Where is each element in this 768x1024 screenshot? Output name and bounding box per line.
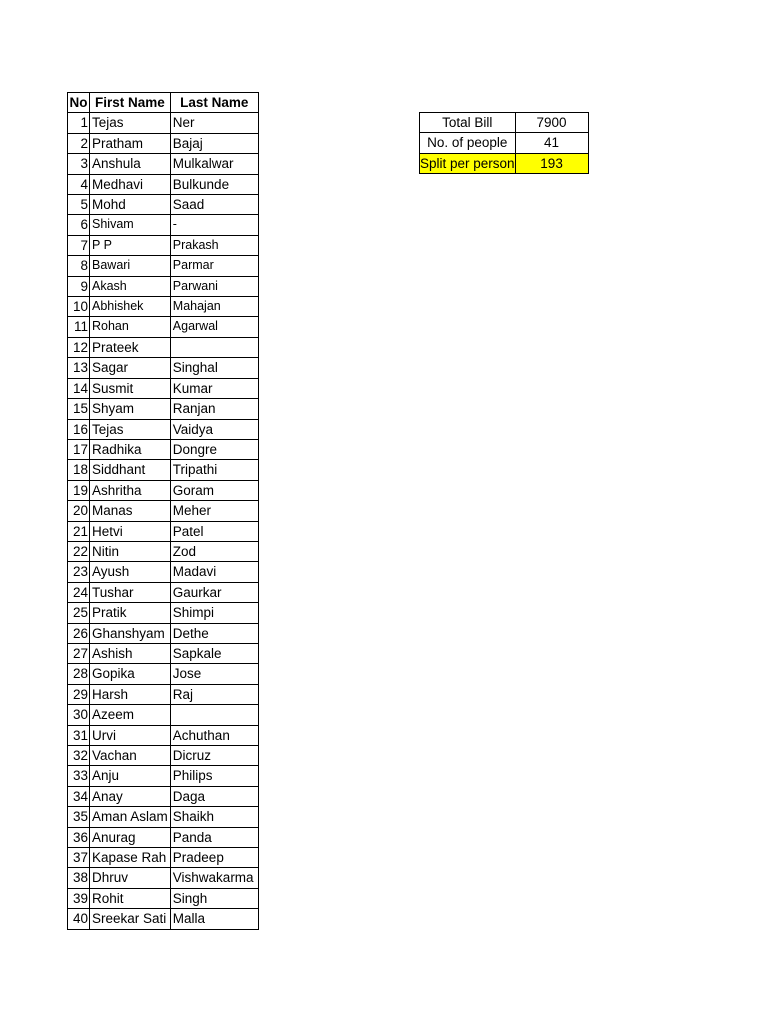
row-number-cell[interactable]: 29: [68, 684, 90, 704]
table-row: [68, 746, 259, 766]
row-number-cell[interactable]: 24: [68, 582, 90, 602]
last-name-cell[interactable]: Prakash: [170, 235, 258, 255]
table-row: [68, 337, 259, 357]
last-name-cell[interactable]: Singhal: [170, 358, 258, 378]
first-name-cell[interactable]: Pratik: [90, 603, 171, 623]
last-name-cell[interactable]: Zod: [170, 541, 258, 561]
table-row: [68, 807, 259, 827]
first-name-cell[interactable]: P P: [90, 235, 171, 255]
last-name-cell[interactable]: Kumar: [170, 378, 258, 398]
row-number-cell[interactable]: 31: [68, 725, 90, 745]
first-name-cell[interactable]: Mohd: [90, 195, 171, 215]
row-number-cell[interactable]: 40: [68, 909, 90, 929]
table-row: [68, 460, 259, 480]
split-per-person-label[interactable]: Split per person: [420, 153, 516, 173]
row-number-cell[interactable]: 7: [68, 235, 90, 255]
total-bill-label[interactable]: Total Bill: [420, 113, 516, 133]
last-name-cell[interactable]: Philips: [170, 766, 258, 786]
row-number-cell[interactable]: 36: [68, 827, 90, 847]
last-name-cell[interactable]: Raj: [170, 684, 258, 704]
last-name-cell[interactable]: Mulkalwar: [170, 154, 258, 174]
table-row: [68, 705, 259, 725]
names-table: [67, 92, 259, 930]
first-name-cell[interactable]: Shivam: [90, 215, 171, 235]
row-number-cell[interactable]: 20: [68, 501, 90, 521]
table-row: [68, 868, 259, 888]
header-no[interactable]: No: [68, 93, 90, 113]
first-name-cell[interactable]: Kapase Rah: [90, 848, 171, 868]
last-name-cell[interactable]: Singh: [170, 888, 258, 908]
first-name-cell[interactable]: Siddhant: [90, 460, 171, 480]
last-name-cell[interactable]: Malla: [170, 909, 258, 929]
table-row: [68, 133, 259, 153]
row-number-cell[interactable]: 5: [68, 195, 90, 215]
row-number-cell[interactable]: 30: [68, 705, 90, 725]
row-number-cell[interactable]: 2: [68, 133, 90, 153]
first-name-cell[interactable]: Ghanshyam: [90, 623, 171, 643]
last-name-cell[interactable]: Bajaj: [170, 133, 258, 153]
last-name-cell[interactable]: Madavi: [170, 562, 258, 582]
first-name-cell[interactable]: Sreekar Sati: [90, 909, 171, 929]
last-name-cell[interactable]: Patel: [170, 521, 258, 541]
last-name-cell[interactable]: Ner: [170, 113, 258, 133]
last-name-cell[interactable]: Saad: [170, 195, 258, 215]
first-name-cell[interactable]: Prateek: [90, 337, 171, 357]
last-name-cell[interactable]: Panda: [170, 827, 258, 847]
table-row: [68, 399, 259, 419]
last-name-cell[interactable]: Parwani: [170, 276, 258, 296]
last-name-cell[interactable]: -: [170, 215, 258, 235]
first-name-cell[interactable]: Tejas: [90, 113, 171, 133]
last-name-cell[interactable]: Agarwal: [170, 317, 258, 337]
row-number-cell[interactable]: 18: [68, 460, 90, 480]
last-name-cell[interactable]: Mahajan: [170, 297, 258, 317]
table-row: [68, 358, 259, 378]
table-row: [68, 603, 259, 623]
first-name-cell[interactable]: Gopika: [90, 664, 171, 684]
last-name-cell[interactable]: Vishwakarma: [170, 868, 258, 888]
row-number-cell[interactable]: 39: [68, 888, 90, 908]
first-name-cell[interactable]: Hetvi: [90, 521, 171, 541]
table-row: [68, 521, 259, 541]
table-row: [68, 378, 259, 398]
table-row: [68, 154, 259, 174]
last-name-cell[interactable]: [170, 337, 258, 357]
row-number-cell[interactable]: 4: [68, 174, 90, 194]
row-number-cell[interactable]: 10: [68, 297, 90, 317]
row-number-cell[interactable]: 3: [68, 154, 90, 174]
first-name-cell[interactable]: Tushar: [90, 582, 171, 602]
table-row: [68, 439, 259, 459]
names-table-body: [68, 113, 259, 929]
last-name-cell[interactable]: Bulkunde: [170, 174, 258, 194]
header-last-name[interactable]: Last Name: [170, 93, 258, 113]
table-row: [68, 582, 259, 602]
row-number-cell[interactable]: 9: [68, 276, 90, 296]
first-name-cell[interactable]: Radhika: [90, 439, 171, 459]
last-name-cell[interactable]: Dongre: [170, 439, 258, 459]
last-name-cell[interactable]: Shaikh: [170, 807, 258, 827]
row-number-cell[interactable]: 37: [68, 848, 90, 868]
row-number-cell[interactable]: 6: [68, 215, 90, 235]
first-name-cell[interactable]: Nitin: [90, 541, 171, 561]
last-name-cell[interactable]: Shimpi: [170, 603, 258, 623]
table-row: [68, 623, 259, 643]
last-name-cell[interactable]: Daga: [170, 786, 258, 806]
table-row: [68, 195, 259, 215]
first-name-cell[interactable]: Aman Aslam: [90, 807, 171, 827]
first-name-cell[interactable]: Rohan: [90, 317, 171, 337]
table-row: [68, 215, 259, 235]
table-row: [68, 174, 259, 194]
table-row: [68, 909, 259, 929]
last-name-cell[interactable]: Pradeep: [170, 848, 258, 868]
table-row: [68, 317, 259, 337]
last-name-cell[interactable]: Meher: [170, 501, 258, 521]
last-name-cell[interactable]: Jose: [170, 664, 258, 684]
first-name-cell[interactable]: Anay: [90, 786, 171, 806]
row-number-cell[interactable]: 34: [68, 786, 90, 806]
first-name-cell[interactable]: Ashritha: [90, 480, 171, 500]
bill-summary-table: [419, 112, 589, 174]
first-name-cell[interactable]: Medhavi: [90, 174, 171, 194]
header-first-name[interactable]: First Name: [90, 93, 171, 113]
table-row: [68, 541, 259, 561]
first-name-cell[interactable]: Abhishek: [90, 297, 171, 317]
last-name-cell[interactable]: Tripathi: [170, 460, 258, 480]
row-number-cell[interactable]: 19: [68, 480, 90, 500]
table-row: [68, 725, 259, 745]
table-row: [68, 256, 259, 276]
header-row: [68, 93, 259, 113]
first-name-cell[interactable]: Tejas: [90, 419, 171, 439]
table-row: [68, 827, 259, 847]
row-number-cell[interactable]: 11: [68, 317, 90, 337]
split-per-person-value[interactable]: 193: [515, 153, 588, 173]
first-name-cell[interactable]: Rohit: [90, 888, 171, 908]
first-name-cell[interactable]: Ashish: [90, 643, 171, 663]
row-number-cell[interactable]: 28: [68, 664, 90, 684]
table-row: [68, 888, 259, 908]
first-name-cell[interactable]: Bawari: [90, 256, 171, 276]
last-name-cell[interactable]: Sapkale: [170, 643, 258, 663]
table-row: [68, 501, 259, 521]
table-row: [68, 480, 259, 500]
first-name-cell[interactable]: Urvi: [90, 725, 171, 745]
row-number-cell[interactable]: 12: [68, 337, 90, 357]
table-row: [68, 848, 259, 868]
table-row: [68, 562, 259, 582]
table-row: [68, 235, 259, 255]
last-name-cell[interactable]: [170, 705, 258, 725]
first-name-cell[interactable]: Pratham: [90, 133, 171, 153]
first-name-cell[interactable]: Dhruv: [90, 868, 171, 888]
last-name-cell[interactable]: Goram: [170, 480, 258, 500]
last-name-cell[interactable]: Vaidya: [170, 419, 258, 439]
table-row: [68, 643, 259, 663]
table-row: [68, 766, 259, 786]
first-name-cell[interactable]: Manas: [90, 501, 171, 521]
row-number-cell[interactable]: 27: [68, 643, 90, 663]
total-bill-row: [420, 113, 589, 133]
split-row: [420, 153, 589, 173]
table-row: [68, 297, 259, 317]
row-number-cell[interactable]: 1: [68, 113, 90, 133]
first-name-cell[interactable]: Susmit: [90, 378, 171, 398]
row-number-cell[interactable]: 15: [68, 399, 90, 419]
row-number-cell[interactable]: 13: [68, 358, 90, 378]
table-row: [68, 786, 259, 806]
row-number-cell[interactable]: 16: [68, 419, 90, 439]
last-name-cell[interactable]: Dicruz: [170, 746, 258, 766]
people-count-row: [420, 133, 589, 153]
first-name-cell[interactable]: Akash: [90, 276, 171, 296]
row-number-cell[interactable]: 8: [68, 256, 90, 276]
row-number-cell[interactable]: 38: [68, 868, 90, 888]
first-name-cell[interactable]: Ayush: [90, 562, 171, 582]
first-name-cell[interactable]: Vachan: [90, 746, 171, 766]
first-name-cell[interactable]: Sagar: [90, 358, 171, 378]
row-number-cell[interactable]: 22: [68, 541, 90, 561]
people-count-label[interactable]: No. of people: [420, 133, 516, 153]
last-name-cell[interactable]: Ranjan: [170, 399, 258, 419]
row-number-cell[interactable]: 32: [68, 746, 90, 766]
last-name-cell[interactable]: Achuthan: [170, 725, 258, 745]
row-number-cell[interactable]: 14: [68, 378, 90, 398]
people-count-value[interactable]: 41: [515, 133, 588, 153]
table-row: [68, 276, 259, 296]
table-row: [68, 419, 259, 439]
table-row: [68, 684, 259, 704]
first-name-cell[interactable]: Harsh: [90, 684, 171, 704]
last-name-cell[interactable]: Parmar: [170, 256, 258, 276]
row-number-cell[interactable]: 33: [68, 766, 90, 786]
row-number-cell[interactable]: 26: [68, 623, 90, 643]
row-number-cell[interactable]: 35: [68, 807, 90, 827]
total-bill-value[interactable]: 7900: [515, 113, 588, 133]
first-name-cell[interactable]: Azeem: [90, 705, 171, 725]
row-number-cell[interactable]: 25: [68, 603, 90, 623]
first-name-cell[interactable]: Anju: [90, 766, 171, 786]
first-name-cell[interactable]: Anshula: [90, 154, 171, 174]
row-number-cell[interactable]: 21: [68, 521, 90, 541]
first-name-cell[interactable]: Shyam: [90, 399, 171, 419]
row-number-cell[interactable]: 23: [68, 562, 90, 582]
row-number-cell[interactable]: 17: [68, 439, 90, 459]
last-name-cell[interactable]: Gaurkar: [170, 582, 258, 602]
last-name-cell[interactable]: Dethe: [170, 623, 258, 643]
table-row: [68, 113, 259, 133]
first-name-cell[interactable]: Anurag: [90, 827, 171, 847]
table-row: [68, 664, 259, 684]
